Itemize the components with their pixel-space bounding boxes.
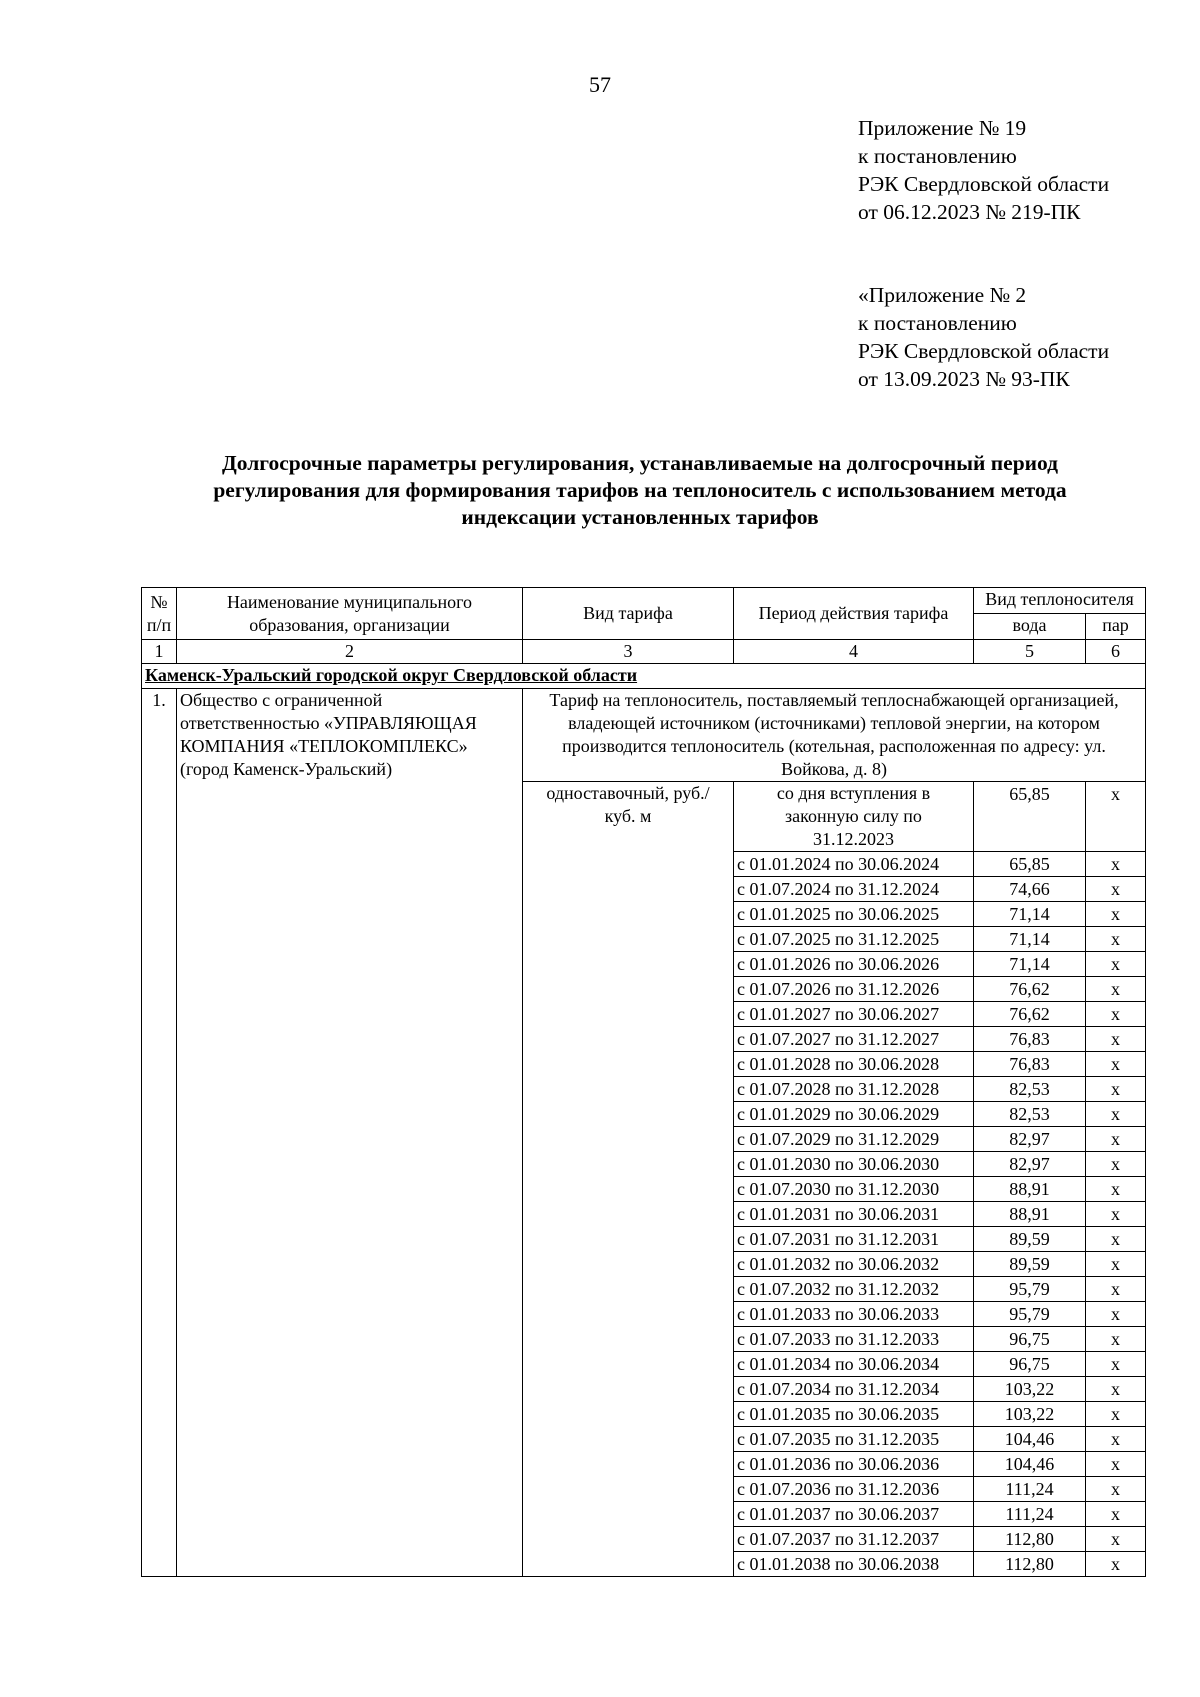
period-cell: с 01.01.2035 по 30.06.2035: [734, 1402, 974, 1427]
steam-tariff-cell: х: [1086, 1352, 1146, 1377]
water-tariff-cell: 104,46: [974, 1452, 1086, 1477]
header-carrier: Вид теплоносителя: [974, 588, 1146, 614]
steam-tariff-cell: х: [1086, 1477, 1146, 1502]
document-title-line: Долгосрочные параметры регулирования, устанавливаемые на долгосрочный период: [221, 451, 1059, 475]
steam-tariff-cell: х: [1086, 1027, 1146, 1052]
document-title: [140, 450, 1140, 531]
column-number-row: [142, 640, 1146, 664]
period-cell: с 01.01.2030 по 30.06.2030: [734, 1152, 974, 1177]
period-cell: с 01.07.2026 по 31.12.2026: [734, 977, 974, 1002]
annex-secondary-reference: [858, 281, 1109, 393]
steam-tariff-cell: х: [1086, 852, 1146, 877]
period-cell: с 01.01.2034 по 30.06.2034: [734, 1352, 974, 1377]
water-tariff-cell: 112,80: [974, 1527, 1086, 1552]
period-cell: с 01.07.2033 по 31.12.2033: [734, 1327, 974, 1352]
period-cell: с 01.01.2031 по 30.06.2031: [734, 1202, 974, 1227]
steam-tariff-cell: х: [1086, 902, 1146, 927]
annex-primary-reference: [858, 114, 1109, 226]
period-cell: с 01.07.2034 по 31.12.2034: [734, 1377, 974, 1402]
water-tariff-cell: 82,97: [974, 1127, 1086, 1152]
annex-primary-line: Приложение № 19: [858, 116, 1027, 140]
water-tariff-cell: 71,14: [974, 902, 1086, 927]
water-tariff-cell: 95,79: [974, 1302, 1086, 1327]
header-steam: пар: [1086, 614, 1146, 640]
tariff-table: [141, 587, 1146, 1577]
water-tariff-cell: 88,91: [974, 1177, 1086, 1202]
steam-tariff-cell: х: [1086, 1052, 1146, 1077]
steam-tariff-cell: х: [1086, 1102, 1146, 1127]
steam-tariff-cell: х: [1086, 1152, 1146, 1177]
steam-tariff-cell: х: [1086, 1202, 1146, 1227]
period-cell: с 01.01.2024 по 30.06.2024: [734, 852, 974, 877]
column-number: 4: [734, 640, 974, 664]
water-tariff-cell: 76,83: [974, 1027, 1086, 1052]
period-cell: с 01.01.2028 по 30.06.2028: [734, 1052, 974, 1077]
tariff-kind: одноставочный, руб./куб. м: [523, 782, 734, 1577]
steam-tariff-cell: х: [1086, 1552, 1146, 1577]
period-cell: с 01.01.2032 по 30.06.2032: [734, 1252, 974, 1277]
water-tariff-cell: 103,22: [974, 1377, 1086, 1402]
annex-primary-line: РЭК Свердловской области: [858, 172, 1110, 196]
header-num: № п/п: [142, 588, 177, 640]
column-number: 2: [177, 640, 523, 664]
period-cell: с 01.07.2031 по 31.12.2031: [734, 1227, 974, 1252]
period-cell: с 01.07.2027 по 31.12.2027: [734, 1027, 974, 1052]
water-tariff-cell: 104,46: [974, 1427, 1086, 1452]
period-cell: с 01.01.2025 по 30.06.2025: [734, 902, 974, 927]
period-cell: с 01.07.2035 по 31.12.2035: [734, 1427, 974, 1452]
header-tariff-type: Вид тарифа: [523, 588, 734, 640]
steam-tariff-cell: х: [1086, 1327, 1146, 1352]
steam-tariff-cell: х: [1086, 927, 1146, 952]
water-tariff-cell: 76,62: [974, 1002, 1086, 1027]
period-cell: с 01.01.2026 по 30.06.2026: [734, 952, 974, 977]
water-tariff-cell: 82,53: [974, 1077, 1086, 1102]
organization-name: Общество с ограниченной ответственностью «УПРАВЛЯЮЩАЯ КОМПАНИЯ «ТЕПЛОКОМПЛЕКС» (город Каменск-Уральский): [177, 689, 523, 1577]
column-number: 1: [142, 640, 177, 664]
period-cell: с 01.07.2025 по 31.12.2025: [734, 927, 974, 952]
region-row: [142, 664, 1146, 689]
water-tariff-cell: 111,24: [974, 1477, 1086, 1502]
period-cell: с 01.07.2036 по 31.12.2036: [734, 1477, 974, 1502]
region-name: Каменск-Уральский городской округ Свердловской области: [142, 664, 1146, 689]
steam-tariff-cell: х: [1086, 1177, 1146, 1202]
steam-tariff-cell: х: [1086, 1002, 1146, 1027]
period-cell: с 01.07.2030 по 31.12.2030: [734, 1177, 974, 1202]
header-water: вода: [974, 614, 1086, 640]
period-cell: с 01.01.2037 по 30.06.2037: [734, 1502, 974, 1527]
water-tariff-cell: 103,22: [974, 1402, 1086, 1427]
column-number: 3: [523, 640, 734, 664]
water-tariff-cell: 82,97: [974, 1152, 1086, 1177]
period-cell: с 01.07.2028 по 31.12.2028: [734, 1077, 974, 1102]
document-title-line: индексации установленных тарифов: [461, 505, 819, 529]
tariff-description: Тариф на теплоноситель, поставляемый теплоснабжающей организацией, владеющей источником (источниками) тепловой энергии, на котором производится теплоноситель (котельная, расположенная по адресу: ул. Войкова, д. 8): [523, 689, 1146, 782]
period-cell: с 01.01.2038 по 30.06.2038: [734, 1552, 974, 1577]
water-tariff-cell: 76,62: [974, 977, 1086, 1002]
period-cell: с 01.07.2032 по 31.12.2032: [734, 1277, 974, 1302]
steam-tariff-cell: х: [1086, 1277, 1146, 1302]
period-cell: с 01.07.2037 по 31.12.2037: [734, 1527, 974, 1552]
annex-secondary-line: от 13.09.2023 № 93-ПК: [858, 367, 1070, 391]
steam-tariff-cell: х: [1086, 1502, 1146, 1527]
steam-tariff-cell: х: [1086, 877, 1146, 902]
entry-number: 1.: [142, 689, 177, 1577]
steam-tariff-cell: х: [1086, 977, 1146, 1002]
steam-tariff-cell: х: [1086, 782, 1146, 852]
water-tariff-cell: 89,59: [974, 1227, 1086, 1252]
water-tariff-cell: 71,14: [974, 952, 1086, 977]
steam-tariff-cell: х: [1086, 1227, 1146, 1252]
header-row: [142, 588, 1146, 614]
column-number: 5: [974, 640, 1086, 664]
annex-primary-line: к постановлению: [858, 144, 1017, 168]
header-org: Наименование муниципального образования, организации: [177, 588, 523, 640]
annex-secondary-line: к постановлению: [858, 311, 1017, 335]
water-tariff-cell: 65,85: [974, 782, 1086, 852]
document-title-line: регулирования для формирования тарифов на теплоноситель с использованием метода: [213, 478, 1067, 502]
water-tariff-cell: 96,75: [974, 1352, 1086, 1377]
steam-tariff-cell: х: [1086, 1427, 1146, 1452]
column-number: 6: [1086, 640, 1146, 664]
period-cell: с 01.01.2036 по 30.06.2036: [734, 1452, 974, 1477]
steam-tariff-cell: х: [1086, 952, 1146, 977]
header-period: Период действия тарифа: [734, 588, 974, 640]
water-tariff-cell: 89,59: [974, 1252, 1086, 1277]
steam-tariff-cell: х: [1086, 1402, 1146, 1427]
steam-tariff-cell: х: [1086, 1077, 1146, 1102]
water-tariff-cell: 65,85: [974, 852, 1086, 877]
steam-tariff-cell: х: [1086, 1302, 1146, 1327]
water-tariff-cell: 74,66: [974, 877, 1086, 902]
entry-row: [142, 689, 1146, 782]
period-cell: с 01.01.2033 по 30.06.2033: [734, 1302, 974, 1327]
period-cell: с 01.07.2024 по 31.12.2024: [734, 877, 974, 902]
steam-tariff-cell: х: [1086, 1252, 1146, 1277]
steam-tariff-cell: х: [1086, 1452, 1146, 1477]
period-cell: с 01.01.2027 по 30.06.2027: [734, 1002, 974, 1027]
water-tariff-cell: 82,53: [974, 1102, 1086, 1127]
annex-primary-line: от 06.12.2023 № 219-ПК: [858, 200, 1081, 224]
water-tariff-cell: 95,79: [974, 1277, 1086, 1302]
water-tariff-cell: 88,91: [974, 1202, 1086, 1227]
steam-tariff-cell: х: [1086, 1127, 1146, 1152]
water-tariff-cell: 71,14: [974, 927, 1086, 952]
steam-tariff-cell: х: [1086, 1527, 1146, 1552]
period-cell: с 01.07.2029 по 31.12.2029: [734, 1127, 974, 1152]
water-tariff-cell: 111,24: [974, 1502, 1086, 1527]
water-tariff-cell: 76,83: [974, 1052, 1086, 1077]
period-cell: со дня вступления в законную силу по 31.12.2023: [734, 782, 974, 852]
water-tariff-cell: 96,75: [974, 1327, 1086, 1352]
water-tariff-cell: 112,80: [974, 1552, 1086, 1577]
annex-secondary-line: РЭК Свердловской области: [858, 339, 1110, 363]
page-number: 57: [589, 72, 611, 97]
steam-tariff-cell: х: [1086, 1377, 1146, 1402]
period-cell: с 01.01.2029 по 30.06.2029: [734, 1102, 974, 1127]
annex-secondary-line: «Приложение № 2: [858, 283, 1027, 307]
